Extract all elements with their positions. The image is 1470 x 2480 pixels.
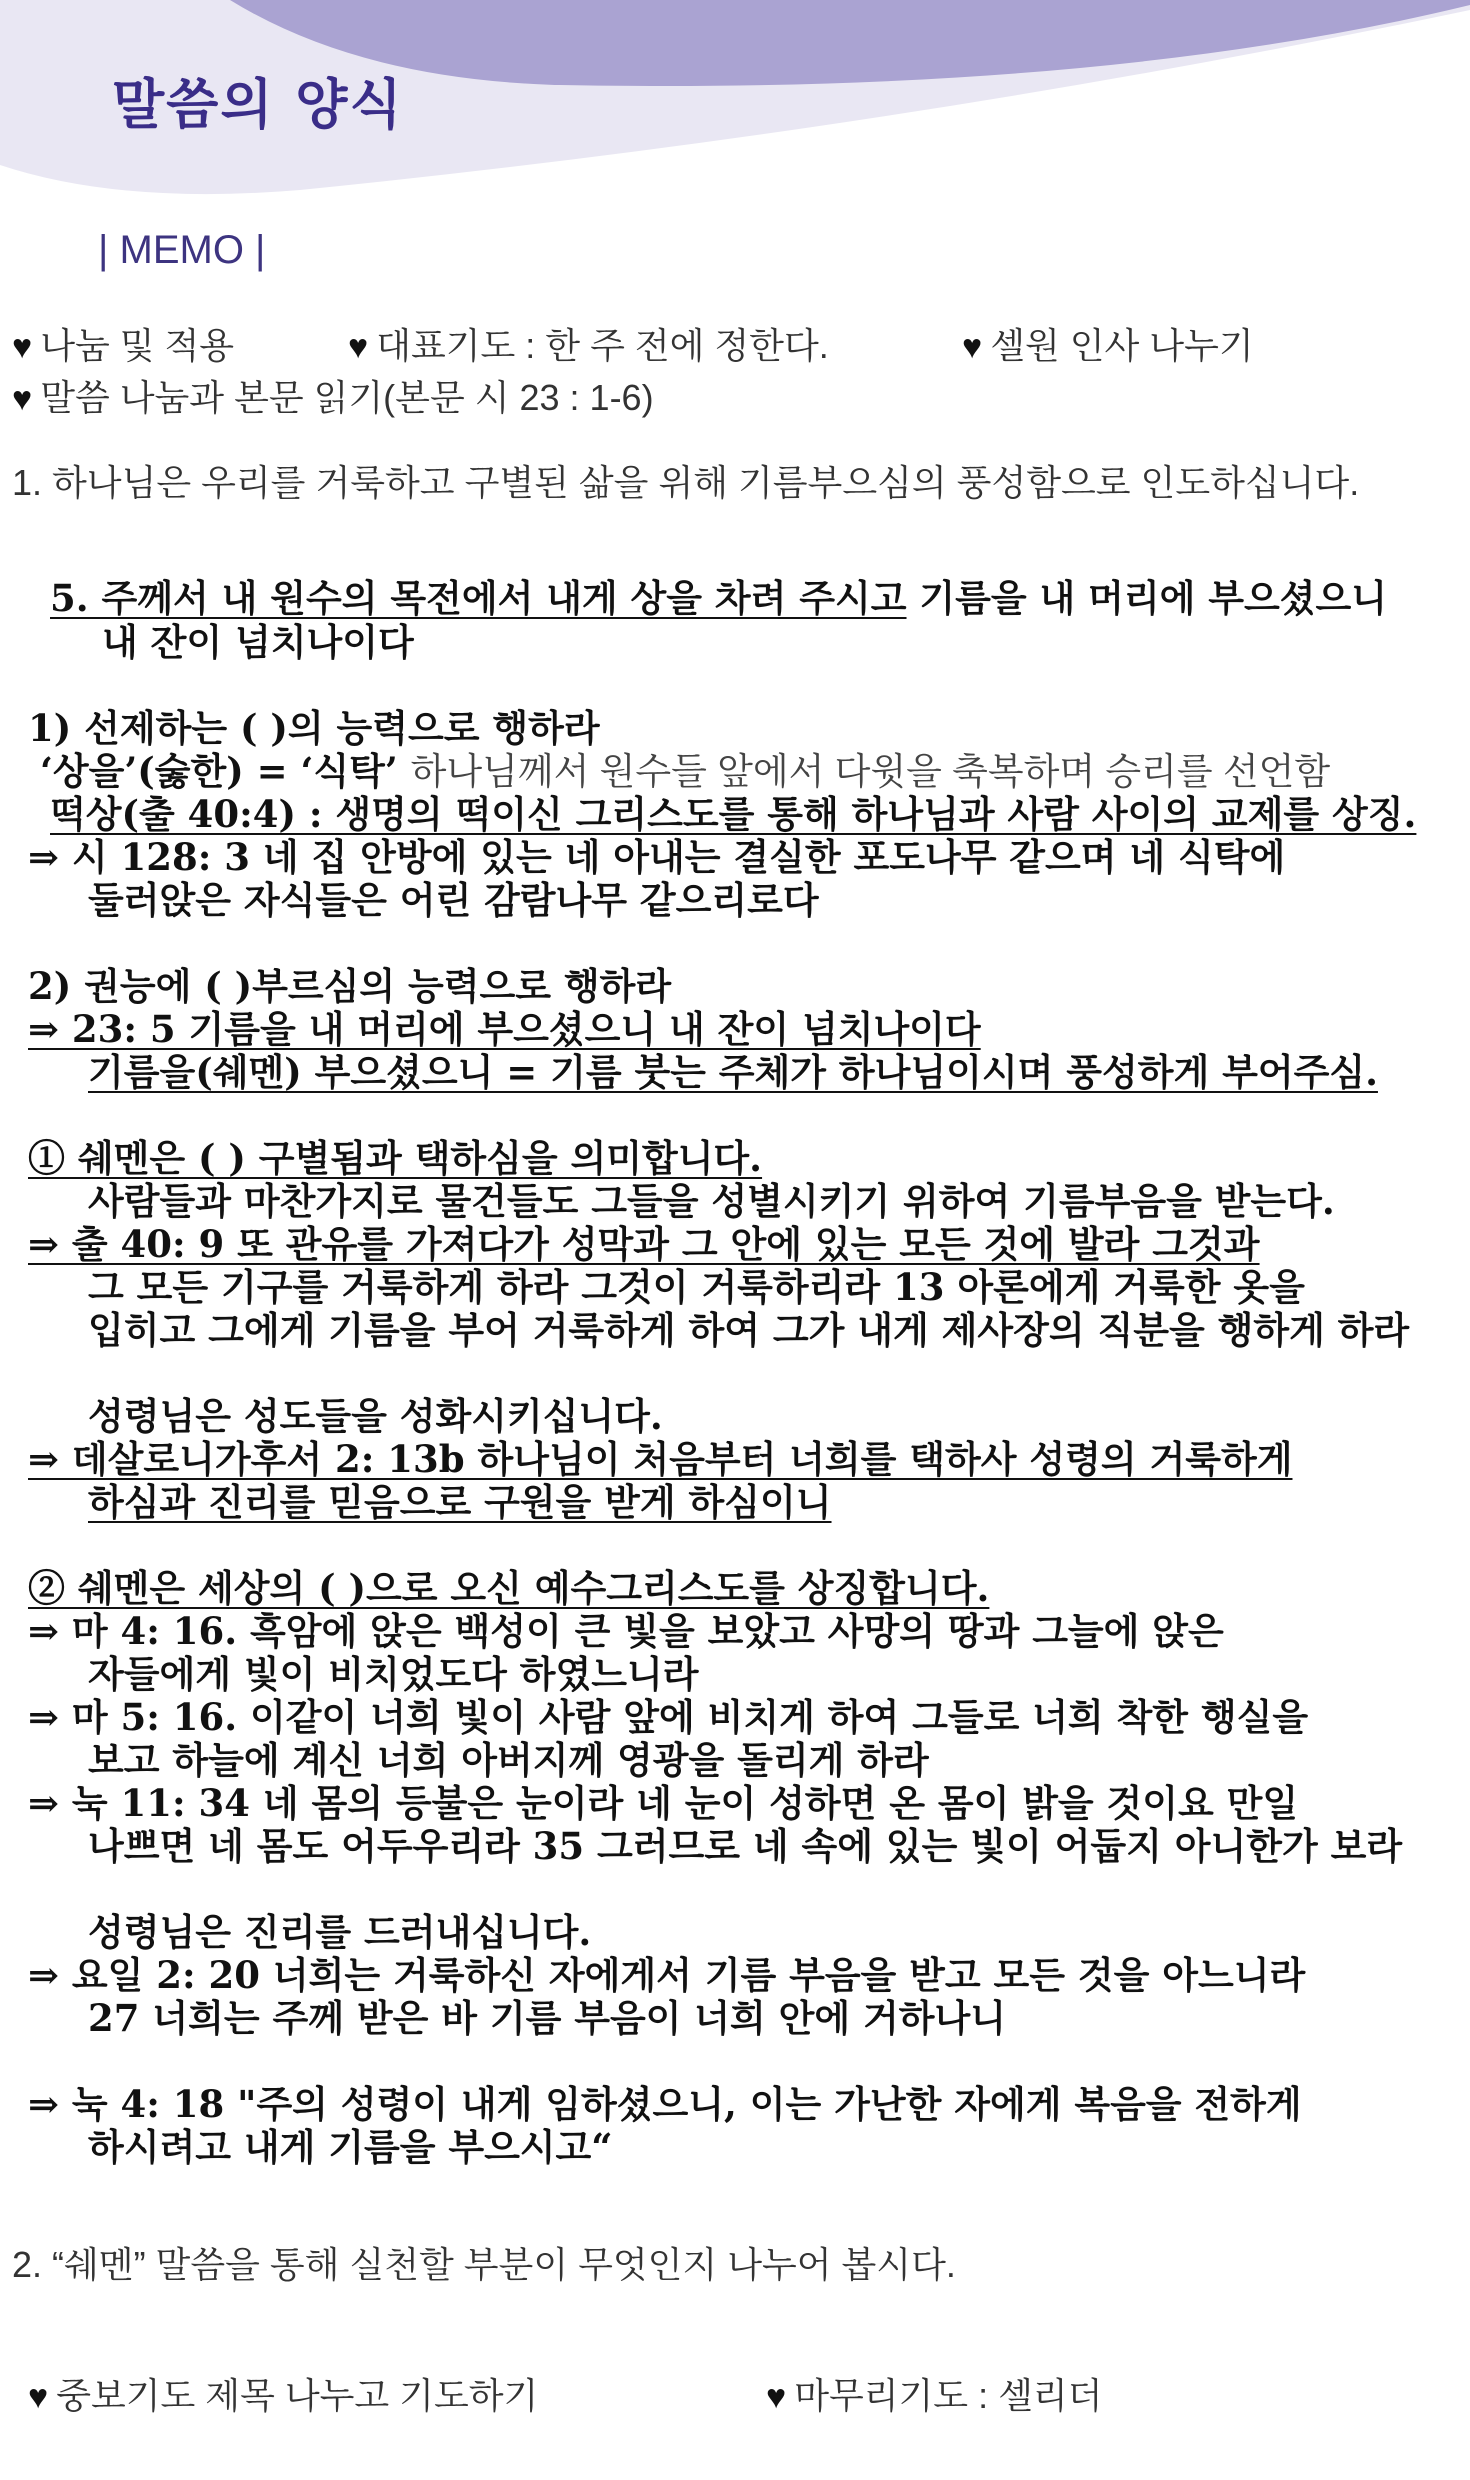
footer-left (28, 2368, 538, 2419)
sub-2-title: ② 쉐멘은 세상의 ( )으로 오신 예수그리스도를 상징합니다. (28, 1566, 990, 1610)
question-1: 1. 하나님은 우리를 거룩하고 구별된 삶을 위해 기름부으심의 풍성함으로 인도하십니다. (12, 462, 1360, 503)
memo-label: | MEMO | (98, 228, 266, 272)
order-row-2 (348, 318, 829, 369)
psalm-128-line-2: 둘러앉은 자식들은 어린 감람나무 같으리로다 (88, 878, 819, 922)
heart-icon: ♥ (12, 328, 33, 366)
order-item-1: 나눔 및 적용 (40, 325, 235, 366)
table-rest: 하나님께서 원수들 앞에서 다윗을 축복하며 승리를 선언함 (410, 751, 1331, 792)
footer-left-text: 중보기도 제목 나누고 기도하기 (56, 2375, 539, 2416)
footer-right-text: 마무리기도 : 셀리더 (794, 2375, 1103, 2416)
psalm-128-line-1: ⇒ 시 128: 3 네 집 안방에 있는 네 아내는 결실한 포도나무 같으며 네 식탁에 (28, 835, 1286, 879)
luke-4-line-2: 하시려고 내게 기름을 부으시고“ (88, 2125, 613, 2169)
matthew-5-line-1: ⇒ 마 5: 16. 이같이 너희 빛이 사람 앞에 비치게 하여 그들로 너희 착한 행실을 (28, 1695, 1309, 1739)
psalm-23-5-ref: ⇒ 23: 5 기름을 내 머리에 부으셨으니 내 잔이 넘치나이다 (28, 1007, 981, 1051)
order-item-3: 셀원 인사 나누기 (990, 325, 1254, 366)
exodus-40-line-1: ⇒ 출 40: 9 또 관유를 가져다가 성막과 그 안에 있는 모든 것에 발라 그것과 (28, 1222, 1260, 1266)
john-line-1: ⇒ 요일 2: 20 너희는 거룩하신 자에게서 기름 부음을 받고 모든 것을 아느니라 (28, 1953, 1306, 1997)
thessalonians-line-2: 하심과 진리를 믿음으로 구원을 받게 하심이니 (88, 1480, 832, 1524)
verse-5-underlined: 5. 주께서 내 원수의 목전에서 내게 상을 차려 주시고 (50, 576, 907, 620)
heart-icon: ♥ (348, 328, 369, 366)
shemen-desc: 기름을(쉐멘) 부으셨으니 = 기름 붓는 주체가 하나님이시며 풍성하게 부어주심. (88, 1050, 1378, 1094)
verse-5-rest: 기름을 내 머리에 부으셨으니 (919, 576, 1387, 620)
heart-icon: ♥ (962, 328, 983, 366)
luke-11-line-1: ⇒ 눅 11: 34 네 몸의 등불은 눈이라 네 눈이 성하면 온 몸이 밝을 것이요 만일 (28, 1781, 1299, 1825)
bread-line: 떡상(출 40:4) : 생명의 떡이신 그리스도를 통해 하나님과 사람 사이의 교제를 상징. (50, 792, 1417, 836)
question-2: 2. “쉐멘” 말씀을 통해 실천할 부분이 무엇인지 나누어 봅시다. (12, 2244, 956, 2285)
exodus-40-line-2: 그 모든 기구를 거룩하게 하라 그것이 거룩하리라 13 아론에게 거룩한 옷을 (88, 1265, 1305, 1309)
table-bold: ‘상을’(숧한) = ‘식탁’ (40, 749, 398, 793)
sub-1-title: ① 쉐멘은 ( ) 구별됨과 택하심을 의미합니다. (28, 1136, 763, 1180)
matthew-5-line-2: 보고 하늘에 계신 너희 아버지께 영광을 돌리게 하라 (88, 1738, 929, 1782)
heart-icon: ♥ (28, 2378, 49, 2416)
point-1-title: 1) 선제하는 ( )의 능력으로 행하라 (28, 706, 600, 750)
order-row-4 (12, 370, 654, 421)
point-2-title: 2) 권능에 ( )부르심의 능력으로 행하라 (28, 964, 672, 1008)
order-item-4: 말씀 나눔과 본문 읽기(본문 시 23 : 1-6) (40, 377, 654, 418)
exodus-40-line-3: 입히고 그에게 기름을 부어 거룩하게 하여 그가 내게 제사장의 직분을 행하게 하라 (88, 1308, 1410, 1352)
order-row-3 (962, 318, 1254, 369)
heart-icon: ♥ (12, 380, 33, 418)
john-line-2: 27 너희는 주께 받은 바 기름 부음이 너희 안에 거하나니 (88, 1996, 1007, 2040)
matthew-4-line-1: ⇒ 마 4: 16. 흑암에 앉은 백성이 큰 빛을 보았고 사망의 땅과 그늘에 앉은 (28, 1609, 1224, 1653)
matthew-4-line-2: 자들에게 빛이 비치었도다 하였느니라 (88, 1652, 699, 1696)
footer-right (766, 2368, 1102, 2419)
spirit-sanctifies: 성령님은 성도들을 성화시키십니다. (88, 1394, 663, 1438)
verse-5-line-2: 내 잔이 넘치나이다 (102, 620, 414, 664)
heart-icon: ♥ (766, 2378, 787, 2416)
spirit-reveals-truth: 성령님은 진리를 드러내십니다. (88, 1910, 592, 1954)
order-item-2: 대표기도 : 한 주 전에 정한다. (376, 325, 829, 366)
sub-1-desc: 사람들과 마찬가지로 물건들도 그들을 성별시키기 위하여 기름부음을 받는다. (88, 1179, 1335, 1223)
luke-11-line-2: 나쁘면 네 몸도 어두우리라 35 그러므로 네 속에 있는 빛이 어둡지 아니한가 보라 (88, 1824, 1403, 1868)
order-row-1 (12, 318, 234, 369)
thessalonians-line-1: ⇒ 데살로니가후서 2: 13b 하나님이 처음부터 너희를 택하사 성령의 거룩하게 (28, 1437, 1293, 1481)
luke-4-line-1: ⇒ 눅 4: 18 "주의 성령이 내게 임하셨으니, 이는 가난한 자에게 복음을 전하게 (28, 2082, 1302, 2126)
page-title: 말씀의 양식 (112, 73, 404, 136)
